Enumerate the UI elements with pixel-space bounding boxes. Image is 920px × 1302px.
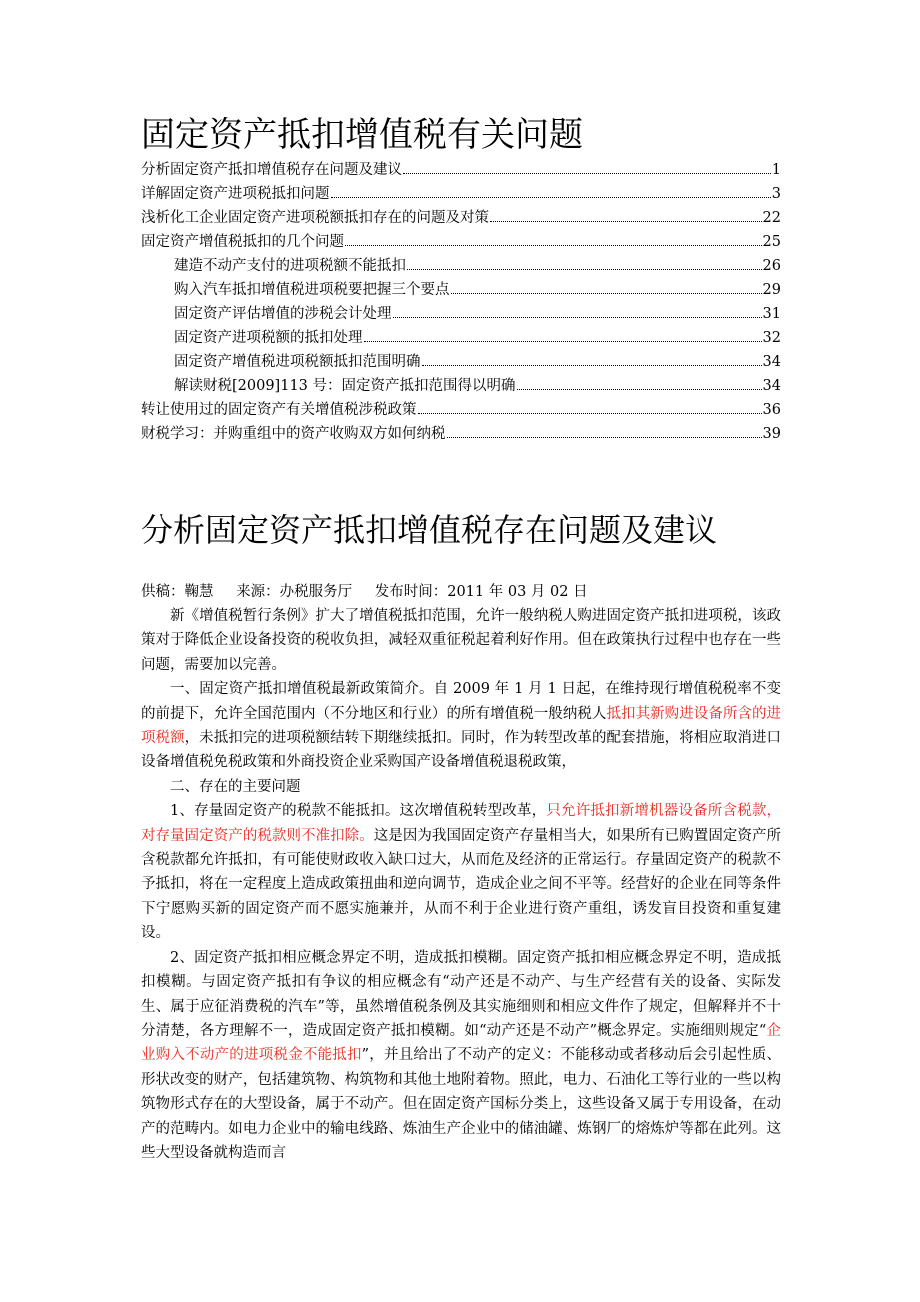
publish-date: 发布时间：2011 年 03 月 02 日 (374, 584, 588, 600)
paragraph (141, 799, 781, 945)
document-title: 固定资产抵扣增值税有关问题 (141, 115, 583, 155)
toc-label: 详解固定资产进项税抵扣问题 (141, 186, 330, 202)
toc-label: 固定资产评估增值的涉税会计处理 (174, 306, 392, 322)
highlighted-text: 抵扣其新购进设备所含的进项税额 (141, 705, 782, 747)
toc-leader (517, 388, 762, 390)
toc-page-number: 32 (762, 330, 781, 346)
toc-entry[interactable] (141, 398, 781, 422)
toc-entry[interactable] (141, 182, 781, 206)
paragraph-text: 二、存在的主要问题 (170, 778, 301, 795)
toc-label: 固定资产进项税额的抵扣处理 (174, 330, 363, 346)
paragraph-text: 这是因为我国固定资产存量相当大，如果所有已购置固定资产所含税款都允许抵扣，有可能使财政收入缺口过大，从而危及经济的正常运行。存量固定资产的税款不予抵扣，将在一定程度上造成政策扭曲和逆向调节，造成企业之间不平等。经营好的企业在同等条件下宁愿购买新的固定资产而不愿实施兼并，从而不利于企业进行资产重组，诱发盲目投资和重复建设。 (141, 827, 782, 942)
paragraph (141, 604, 781, 677)
paragraph-text: ”，并且给出了不动产的定义：不能移动或者移动后会引起性质、形状改变的财产，包括建筑物、构筑物和其他土地附着物。照此，电力、石油化工等行业的一些以构筑物形式存在的大型设备，属于不动产。但在固定资产国标分类上，这些设备又属于专用设备，在动产的范畴内。如电力企业中的输电线路、炼油生产企业中的储油罐、炼钢厂的熔炼炉等都在此列。这些大型设备就构造而言 (141, 1047, 781, 1161)
source-line: 来源：办税服务厅 (236, 584, 353, 600)
toc-leader (331, 196, 771, 198)
toc-page-number: 39 (762, 426, 781, 442)
toc-leader (422, 364, 762, 366)
paragraph-text: 1、存量固定资产的税款不能抵扣。这次增值税转型改革， (170, 803, 547, 820)
toc-page-number: 1 (771, 162, 781, 178)
toc-label: 浅析化工企业固定资产进项税额抵扣存在的问题及对策 (141, 210, 489, 226)
toc-subentry[interactable] (141, 326, 781, 350)
toc-entry[interactable] (141, 158, 781, 182)
toc-page-number: 34 (762, 378, 781, 394)
paragraph-text: 新《增值税暂行条例》扩大了增值税抵扣范围，允许一般纳税人购进固定资产抵扣进项税，该政策对于降低企业设备投资的税收负担，减轻双重征税起着利好作用。但在政策执行过程中也存在一些问题，需要加以完善。 (141, 608, 781, 673)
toc-label: 分析固定资产抵扣增值税存在问题及建议 (141, 162, 402, 178)
author-line: 供稿：鞠慧 (141, 584, 214, 600)
toc-page-number: 34 (762, 354, 781, 370)
toc-entry[interactable] (141, 206, 781, 230)
toc-leader (451, 292, 762, 294)
toc-leader (447, 436, 762, 438)
toc-page-number: 26 (762, 258, 781, 274)
toc-label: 财税学习：并购重组中的资产收购双方如何纳税 (141, 426, 446, 442)
article-meta (141, 580, 606, 604)
toc-label: 固定资产增值税进项税额抵扣范围明确 (174, 354, 421, 370)
paragraph-heading (141, 775, 781, 799)
toc-label: 解读财税[2009]113 号：固定资产抵扣范围得以明确 (174, 378, 516, 394)
toc-page-number: 25 (762, 234, 781, 250)
paragraph-text: ，未抵扣完的进项税额结转下期继续抵扣。同时，作为转型改革的配套措施，将相应取消进口设备增值税免税政策和外商投资企业采购国产设备增值税退税政策， (141, 730, 781, 771)
toc-leader (393, 316, 762, 318)
toc-label: 转让使用过的固定资产有关增值税涉税政策 (141, 402, 417, 418)
toc-label: 固定资产增值税抵扣的几个问题 (141, 234, 344, 250)
toc-leader (407, 268, 762, 270)
toc-leader (403, 172, 771, 174)
toc-page-number: 29 (762, 282, 781, 298)
paragraph-text: 2、固定资产抵扣相应概念界定不明，造成抵扣模糊。固定资产抵扣相应概念界定不明，造成抵扣模糊。与固定资产抵扣有争议的相应概念有“动产还是不动产、与生产经营有关的设备、实际发生、属于应征消费税的汽车”等，虽然增值税条例及其实施细则和相应文件作了规定，但解释并不十分清楚，各方理解不一，造成固定资产抵扣模糊。如“动产还是不动产”概念界定。实施细则规定“ (141, 949, 781, 1039)
toc-page-number: 22 (762, 210, 781, 226)
paragraph (141, 677, 781, 775)
toc-subentry[interactable] (141, 302, 781, 326)
table-of-contents (141, 158, 781, 446)
toc-leader (418, 412, 762, 414)
toc-subentry[interactable] (141, 278, 781, 302)
toc-entry[interactable] (141, 422, 781, 446)
highlighted-text: 企业购入不动产的进项税金不能抵扣 (141, 1022, 781, 1064)
toc-leader (490, 220, 762, 222)
paragraph-text: 一、固定资产抵扣增值税最新政策简介。自 2009 年 1 月 1 日起，在维持现行增值税税率不变的前提下，允许全国范围内（不分地区和行业）的所有增值税一般纳税人 (141, 681, 781, 722)
article-body (141, 604, 781, 1165)
toc-page-number: 36 (762, 402, 781, 418)
toc-leader (364, 340, 762, 342)
toc-subentry[interactable] (141, 254, 781, 278)
toc-label: 建造不动产支付的进项税额不能抵扣 (174, 258, 406, 274)
toc-subentry[interactable] (141, 350, 781, 374)
toc-page-number: 3 (771, 186, 781, 202)
toc-entry[interactable] (141, 230, 781, 254)
toc-label: 购入汽车抵扣增值税进项税要把握三个要点 (174, 282, 450, 298)
toc-leader (345, 244, 762, 246)
paragraph (141, 946, 781, 1166)
toc-page-number: 31 (762, 306, 781, 322)
highlighted-text: 只允许抵扣新增机器设备所含税款，对存量固定资产的税款则不准扣除。 (141, 803, 782, 844)
section-title: 分析固定资产抵扣增值税存在问题及建议 (141, 511, 718, 549)
toc-subentry[interactable] (141, 374, 781, 398)
